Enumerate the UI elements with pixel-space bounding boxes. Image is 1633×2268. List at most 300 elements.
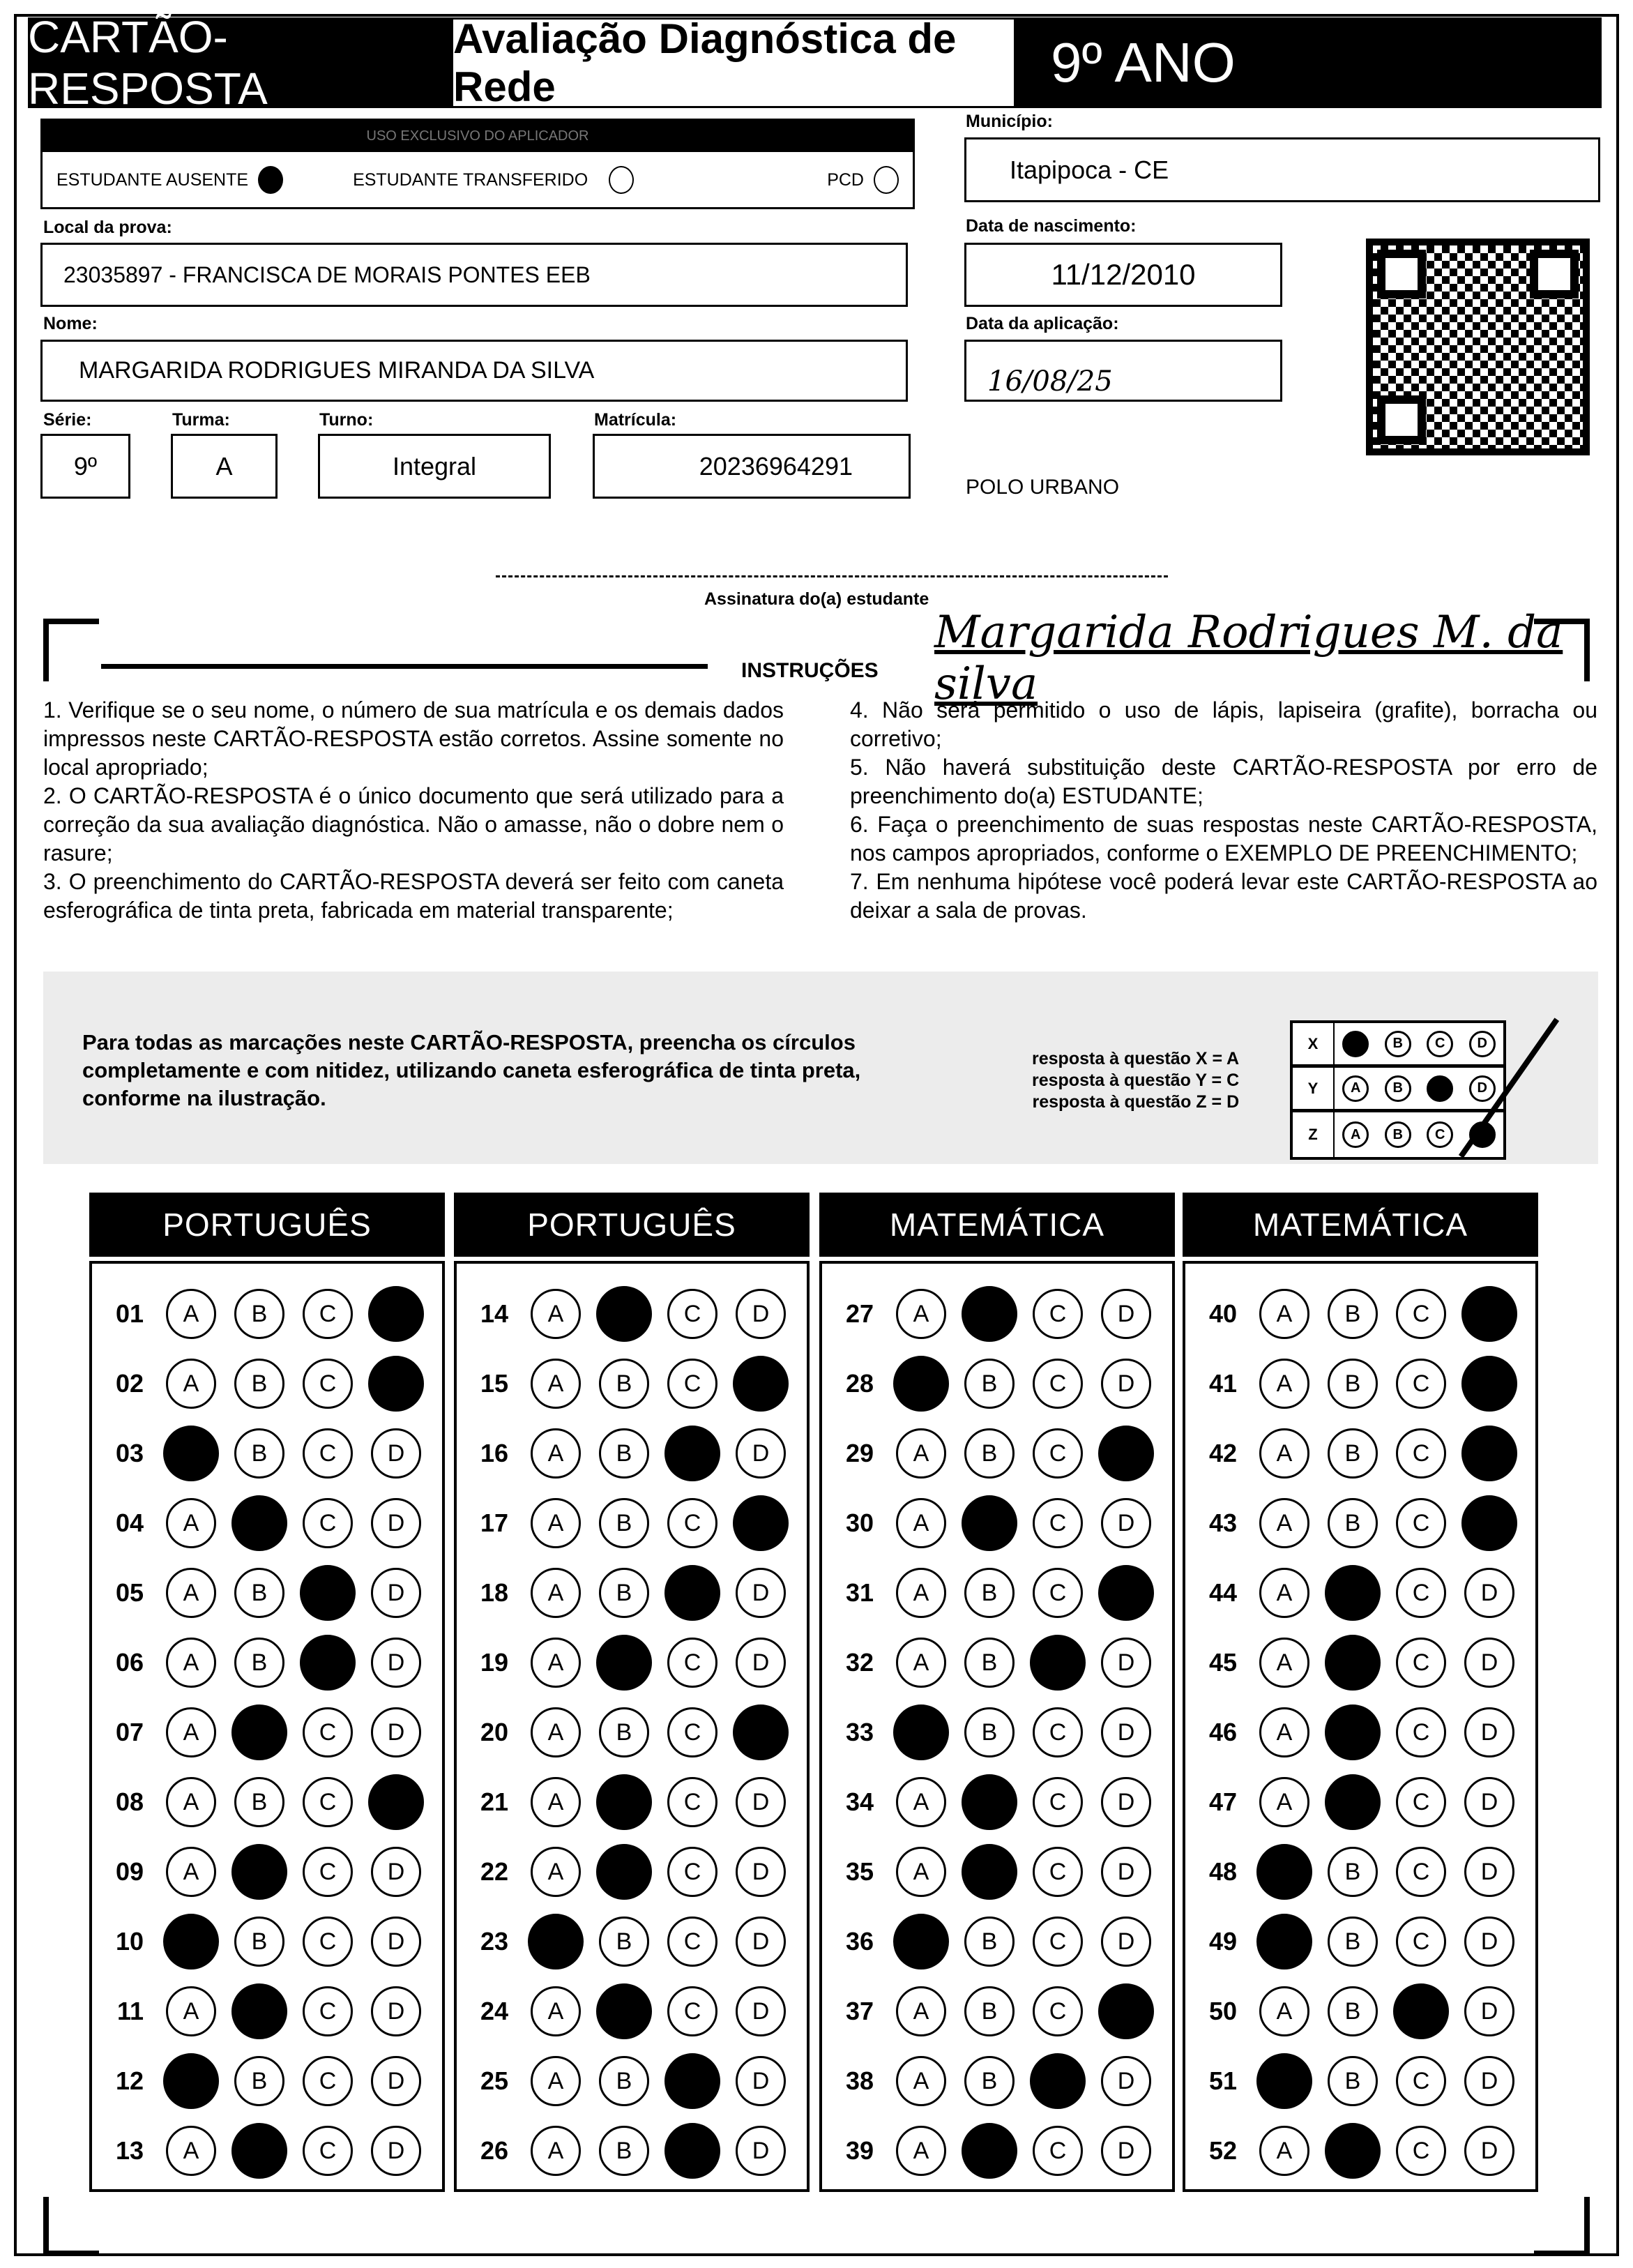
answer-bubble-d[interactable]: D	[736, 2056, 786, 2106]
answer-bubble-c[interactable]: C	[1033, 1777, 1083, 1827]
exam-title: Avaliação Diagnóstica de Rede	[451, 17, 1016, 108]
answer-bubble-a[interactable]: A	[166, 1638, 216, 1688]
answer-bubble-b[interactable]	[596, 1844, 652, 1900]
answer-bubble-a[interactable]	[528, 1914, 584, 1970]
answer-bubble-d[interactable]	[368, 1774, 424, 1830]
answer-bubble-d[interactable]	[733, 1704, 789, 1760]
answer-bubble-c[interactable]: C	[667, 1777, 717, 1827]
answer-bubble-a[interactable]: A	[896, 1568, 946, 1618]
answer-bubble-c[interactable]: C	[1033, 1428, 1083, 1479]
answer-row	[822, 1279, 1172, 1349]
answer-bubble-c[interactable]: C	[1033, 1289, 1083, 1339]
answer-bubble-d[interactable]: D	[371, 1847, 421, 1897]
answer-bubble-d[interactable]: D	[371, 2126, 421, 2176]
answer-bubble-b[interactable]: B	[964, 1568, 1015, 1618]
corner-mark	[43, 619, 99, 681]
answer-bubble-d[interactable]	[1461, 1356, 1517, 1412]
answer-bubble-a[interactable]: A	[531, 1568, 581, 1618]
answer-bubble-a[interactable]	[163, 2053, 219, 2109]
answer-row	[92, 1837, 442, 1907]
answer-bubble-d[interactable]	[1098, 1565, 1154, 1621]
instructions-left	[43, 696, 784, 925]
answer-bubble-d[interactable]: D	[1464, 1777, 1514, 1827]
answer-bubble-d[interactable]	[1461, 1286, 1517, 1342]
answer-bubble-d[interactable]: D	[1101, 1917, 1151, 1967]
question-number: 40	[1208, 1299, 1237, 1328]
answer-bubble-c[interactable]: C	[1396, 1359, 1446, 1409]
answer-bubble-a[interactable]: A	[531, 1638, 581, 1688]
answer-bubble-c[interactable]	[1030, 2053, 1086, 2109]
answer-bubble-a[interactable]: A	[896, 2126, 946, 2176]
answer-bubble-a[interactable]	[1256, 2053, 1312, 2109]
answer-bubble-a[interactable]: A	[1259, 1289, 1309, 1339]
answer-row	[1185, 1558, 1535, 1628]
answer-bubble-a[interactable]: A	[896, 2056, 946, 2106]
answer-bubble-b[interactable]: B	[234, 1638, 284, 1688]
legend-line: resposta à questão Z = D	[1032, 1092, 1240, 1112]
answer-bubble-d[interactable]: D	[736, 1289, 786, 1339]
ausente-checkbox[interactable]	[258, 166, 283, 194]
instruction-item: 5. Não haverá substituição deste CARTÃO-RESPOSTA por erro de preenchimento do(a) ESTUDANTE;	[850, 755, 1597, 808]
answer-bubble-d[interactable]	[1098, 1426, 1154, 1481]
question-number: 33	[845, 1718, 874, 1746]
answer-bubble-a[interactable]: A	[896, 1847, 946, 1897]
answer-row	[1185, 1698, 1535, 1767]
answer-bubble-d[interactable]: D	[371, 1638, 421, 1688]
answer-bubble-c[interactable]: C	[1396, 1917, 1446, 1967]
corner-mark	[1534, 2197, 1590, 2256]
answer-bubble-a[interactable]: A	[531, 1428, 581, 1479]
answer-bubble-b[interactable]	[1325, 1565, 1381, 1621]
legend-line: resposta à questão X = A	[1032, 1049, 1240, 1068]
answer-bubble-b[interactable]: B	[1328, 2056, 1378, 2106]
answer-bubble-d[interactable]: D	[1464, 1638, 1514, 1688]
answer-bubble-a[interactable]: A	[166, 1289, 216, 1339]
answer-bubble-c[interactable]	[1393, 1983, 1449, 2039]
subject-header: PORTUGUÊS	[89, 1193, 445, 1257]
answer-bubble-a[interactable]: A	[896, 1289, 946, 1339]
answer-bubble-d[interactable]	[368, 1356, 424, 1412]
answer-bubble-c[interactable]: C	[1396, 1498, 1446, 1548]
answer-bubble-b[interactable]	[231, 1844, 287, 1900]
answer-bubble-a[interactable]: A	[166, 1498, 216, 1548]
answer-bubble-a[interactable]: A	[896, 1498, 946, 1548]
answer-bubble-b[interactable]: B	[964, 1428, 1015, 1479]
example-bubble: C	[1427, 1121, 1453, 1148]
answer-bubble-b[interactable]	[962, 1844, 1017, 1900]
instruction-item: 4. Não será permitido o uso de lápis, lapiseira (grafite), borracha ou corretivo;	[850, 697, 1597, 751]
answer-bubble-b[interactable]: B	[964, 1986, 1015, 2036]
question-number: 12	[115, 2066, 144, 2095]
answer-bubble-c[interactable]: C	[667, 1917, 717, 1967]
answer-bubble-a[interactable]: A	[1259, 1707, 1309, 1757]
answer-bubble-c[interactable]: C	[303, 2056, 353, 2106]
answer-bubble-a[interactable]: A	[166, 1847, 216, 1897]
answer-bubble-c[interactable]: C	[303, 1777, 353, 1827]
answer-row	[92, 1767, 442, 1837]
answer-bubble-c[interactable]: C	[1033, 1498, 1083, 1548]
answer-bubble-c[interactable]: C	[303, 1917, 353, 1967]
answer-bubble-d[interactable]: D	[736, 1428, 786, 1479]
answer-row	[457, 1698, 807, 1767]
answer-bubble-c[interactable]: C	[667, 1638, 717, 1688]
question-number: 51	[1208, 2066, 1237, 2095]
answer-bubble-c[interactable]: C	[1033, 1917, 1083, 1967]
answer-bubble-d[interactable]: D	[736, 1917, 786, 1967]
question-number: 35	[845, 1857, 874, 1886]
answer-row	[92, 1349, 442, 1419]
question-number: 21	[480, 1787, 508, 1816]
answer-bubble-a[interactable]	[893, 1356, 949, 1412]
question-number: 02	[115, 1369, 144, 1398]
answer-bubble-d[interactable]: D	[1101, 1498, 1151, 1548]
answer-bubble-b[interactable]	[231, 1704, 287, 1760]
answer-bubble-c[interactable]: C	[667, 1498, 717, 1548]
answer-bubble-c[interactable]: C	[667, 1847, 717, 1897]
answer-row	[92, 1419, 442, 1488]
answer-bubble-a[interactable]	[163, 1914, 219, 1970]
answer-bubble-b[interactable]: B	[1328, 1917, 1378, 1967]
answer-bubble-d[interactable]	[368, 1286, 424, 1342]
question-number: 31	[845, 1578, 874, 1607]
answer-bubble-d[interactable]: D	[736, 1847, 786, 1897]
answer-bubble-d[interactable]: D	[1464, 1847, 1514, 1897]
answer-bubble-a[interactable]: A	[896, 1638, 946, 1688]
answer-bubble-b[interactable]	[596, 1983, 652, 2039]
answer-bubble-a[interactable]: A	[531, 1986, 581, 2036]
answer-bubble-a[interactable]	[163, 1426, 219, 1481]
answer-bubble-a[interactable]: A	[166, 1986, 216, 2036]
answer-bubble-b[interactable]: B	[599, 2126, 649, 2176]
answer-bubble-d[interactable]: D	[371, 1917, 421, 1967]
answer-bubble-c[interactable]: C	[667, 1289, 717, 1339]
answer-bubble-a[interactable]: A	[896, 1777, 946, 1827]
answer-bubble-b[interactable]	[962, 1774, 1017, 1830]
answer-row	[822, 1698, 1172, 1767]
transferido-checkbox[interactable]	[609, 166, 634, 194]
answer-bubble-a[interactable]: A	[1259, 1498, 1309, 1548]
answer-bubble-c[interactable]: C	[303, 1498, 353, 1548]
answer-bubble-b[interactable]: B	[1328, 1428, 1378, 1479]
answer-bubble-c[interactable]: C	[1396, 2126, 1446, 2176]
answer-bubble-d[interactable]: D	[1464, 2126, 1514, 2176]
answer-bubble-b[interactable]: B	[599, 1707, 649, 1757]
answer-bubble-c[interactable]	[664, 2053, 720, 2109]
answer-bubble-c[interactable]: C	[1396, 1638, 1446, 1688]
answer-bubble-b[interactable]: B	[1328, 1847, 1378, 1897]
answer-bubble-c[interactable]: C	[303, 1986, 353, 2036]
answer-row	[822, 2116, 1172, 2186]
answer-bubble-a[interactable]: A	[166, 1777, 216, 1827]
answer-bubble-d[interactable]: D	[371, 1428, 421, 1479]
answer-bubble-d[interactable]: D	[1101, 1359, 1151, 1409]
answer-bubble-d[interactable]: D	[1464, 1568, 1514, 1618]
question-number: 48	[1208, 1857, 1237, 1886]
answer-bubble-b[interactable]	[231, 1495, 287, 1551]
question-number: 24	[480, 1997, 508, 2025]
nascimento-label: Data de nascimento:	[966, 216, 1137, 236]
answer-bubble-d[interactable]: D	[736, 1638, 786, 1688]
answer-bubble-d[interactable]: D	[736, 1986, 786, 2036]
answer-bubble-b[interactable]	[1325, 1635, 1381, 1691]
student-signature: Margarida Rodrigues M. da silva	[934, 607, 1563, 710]
answer-bubble-c[interactable]: C	[1396, 1568, 1446, 1618]
answer-bubble-c[interactable]: C	[303, 1707, 353, 1757]
answer-row	[1185, 1279, 1535, 1349]
answer-bubble-a[interactable]: A	[166, 2126, 216, 2176]
answer-bubble-d[interactable]: D	[1101, 1777, 1151, 1827]
answer-bubble-b[interactable]: B	[1328, 1359, 1378, 1409]
answer-bubble-d[interactable]	[1461, 1426, 1517, 1481]
answer-bubble-d[interactable]: D	[1464, 1917, 1514, 1967]
answer-bubble-a[interactable]: A	[531, 2056, 581, 2106]
answer-bubble-a[interactable]	[893, 1704, 949, 1760]
answer-bubble-b[interactable]	[962, 1286, 1017, 1342]
nascimento-field: 11/12/2010	[964, 243, 1282, 307]
answer-bubble-a[interactable]: A	[531, 1289, 581, 1339]
answer-bubble-d[interactable]: D	[736, 1777, 786, 1827]
turno-label: Turno:	[319, 410, 374, 430]
answer-bubble-a[interactable]: A	[1259, 1428, 1309, 1479]
answer-bubble-d[interactable]: D	[1464, 2056, 1514, 2106]
answer-bubble-a[interactable]: A	[1259, 1568, 1309, 1618]
instructions-right	[850, 696, 1597, 925]
answer-bubble-c[interactable]: C	[1033, 1847, 1083, 1897]
question-number: 49	[1208, 1927, 1237, 1956]
serie-label: Série:	[43, 410, 92, 430]
answer-bubble-d[interactable]: D	[1101, 1289, 1151, 1339]
answer-bubble-c[interactable]: C	[303, 1289, 353, 1339]
answer-row	[457, 1419, 807, 1488]
answer-bubble-c[interactable]: C	[1396, 1777, 1446, 1827]
answer-bubble-b[interactable]: B	[599, 2056, 649, 2106]
answer-row	[822, 1976, 1172, 2046]
question-number: 19	[480, 1648, 508, 1677]
answer-bubble-d[interactable]	[1461, 1495, 1517, 1551]
answer-bubble-a[interactable]: A	[531, 1777, 581, 1827]
answer-bubble-a[interactable]: A	[166, 1359, 216, 1409]
answer-bubble-b[interactable]	[231, 2123, 287, 2179]
answer-bubble-b[interactable]: B	[964, 1359, 1015, 1409]
answer-bubble-d[interactable]: D	[371, 2056, 421, 2106]
example-question: X	[1293, 1023, 1335, 1064]
answer-bubble-c[interactable]: C	[1396, 2056, 1446, 2106]
instruction-item: 7. Em nenhuma hipótese você poderá levar este CARTÃO-RESPOSTA ao deixar a sala de provas.	[850, 869, 1597, 923]
answer-bubble-a[interactable]: A	[1259, 2126, 1309, 2176]
answer-bubble-a[interactable]: A	[1259, 1638, 1309, 1688]
card-title: CARTÃO-RESPOSTA	[28, 17, 451, 108]
answer-row	[457, 1349, 807, 1419]
answer-bubble-d[interactable]: D	[736, 2126, 786, 2176]
instructions-title: INSTRUÇÕES	[741, 659, 879, 682]
example-bubble: C	[1427, 1031, 1453, 1057]
answer-bubble-b[interactable]: B	[599, 1498, 649, 1548]
answer-bubble-d[interactable]: D	[371, 1986, 421, 2036]
answer-bubble-b[interactable]	[1325, 1704, 1381, 1760]
answer-bubble-b[interactable]	[962, 2123, 1017, 2179]
answer-bubble-b[interactable]: B	[234, 1568, 284, 1618]
answer-bubble-b[interactable]: B	[234, 1359, 284, 1409]
answer-bubble-d[interactable]: D	[1101, 2126, 1151, 2176]
answer-bubble-c[interactable]	[664, 2123, 720, 2179]
answer-bubble-c[interactable]	[1030, 1635, 1086, 1691]
answer-row	[822, 1349, 1172, 1419]
answer-bubble-b[interactable]	[596, 1635, 652, 1691]
answer-bubble-c[interactable]: C	[1033, 1568, 1083, 1618]
answer-bubble-d[interactable]: D	[371, 1498, 421, 1548]
answer-bubble-a[interactable]: A	[531, 1359, 581, 1409]
answer-bubble-a[interactable]: A	[166, 1707, 216, 1757]
answer-bubble-c[interactable]: C	[1033, 1359, 1083, 1409]
answer-bubble-b[interactable]: B	[234, 1777, 284, 1827]
answer-row	[1185, 1976, 1535, 2046]
answer-bubble-c[interactable]: C	[667, 1986, 717, 2036]
answer-bubble-c[interactable]	[300, 1635, 356, 1691]
answer-bubble-b[interactable]: B	[234, 1917, 284, 1967]
question-number: 37	[845, 1997, 874, 2025]
question-number: 07	[115, 1718, 144, 1746]
answer-bubble-b[interactable]: B	[599, 1359, 649, 1409]
aplicacao-field: 16/08/25	[964, 340, 1282, 402]
answer-bubble-d[interactable]	[733, 1356, 789, 1412]
answer-row	[92, 1628, 442, 1698]
answer-row	[92, 1907, 442, 1976]
example-bubble: D	[1469, 1075, 1496, 1102]
question-number: 10	[115, 1927, 144, 1956]
polo-label: POLO URBANO	[966, 476, 1120, 499]
question-number: 43	[1208, 1509, 1237, 1537]
question-number: 36	[845, 1927, 874, 1956]
answer-bubble-d[interactable]: D	[1101, 1638, 1151, 1688]
answer-row	[457, 1837, 807, 1907]
answer-bubble-a[interactable]: A	[896, 1428, 946, 1479]
answer-row	[1185, 1907, 1535, 1976]
answer-bubble-c[interactable]: C	[1396, 1428, 1446, 1479]
answer-bubble-d[interactable]	[1098, 1983, 1154, 2039]
answer-row	[822, 1628, 1172, 1698]
answer-bubble-b[interactable]: B	[599, 1568, 649, 1618]
answer-bubble-c[interactable]: C	[303, 1359, 353, 1409]
answer-bubble-c[interactable]	[664, 1565, 720, 1621]
answer-bubble-c[interactable]: C	[303, 1428, 353, 1479]
answer-bubble-b[interactable]: B	[964, 1917, 1015, 1967]
answer-bubble-b[interactable]	[231, 1983, 287, 2039]
turno-field: Integral	[318, 434, 551, 499]
answer-bubble-a[interactable]: A	[531, 2126, 581, 2176]
answer-bubble-c[interactable]: C	[1396, 1707, 1446, 1757]
answer-bubble-a[interactable]: A	[531, 1498, 581, 1548]
answer-bubble-b[interactable]: B	[234, 1428, 284, 1479]
example-row	[1293, 1023, 1503, 1068]
answer-bubble-b[interactable]: B	[599, 1428, 649, 1479]
answer-bubble-a[interactable]: A	[531, 1847, 581, 1897]
instruction-item: 6. Faça o preenchimento de suas respostas neste CARTÃO-RESPOSTA, nos campos apropriados, conforme o EXEMPLO DE PREENCHIMENTO;	[850, 812, 1597, 865]
question-number: 16	[480, 1439, 508, 1467]
answer-bubble-c[interactable]: C	[1033, 1986, 1083, 2036]
answer-bubble-a[interactable]: A	[1259, 1359, 1309, 1409]
answer-bubble-d[interactable]: D	[736, 1568, 786, 1618]
pcd-checkbox[interactable]	[874, 166, 899, 194]
answer-bubble-c[interactable]: C	[303, 1847, 353, 1897]
answer-row	[1185, 2046, 1535, 2116]
answer-bubble-d[interactable]: D	[371, 1568, 421, 1618]
answer-bubble-c[interactable]: C	[1396, 1289, 1446, 1339]
example-question: Z	[1293, 1112, 1335, 1157]
signature-label: Assinatura do(a) estudante	[704, 589, 929, 609]
nome-label: Nome:	[43, 314, 98, 333]
answer-bubble-a[interactable]: A	[1259, 1777, 1309, 1827]
answer-bubble-a[interactable]	[893, 1914, 949, 1970]
question-number: 23	[480, 1927, 508, 1956]
answer-bubble-b[interactable]: B	[1328, 1498, 1378, 1548]
answer-bubble-b[interactable]: B	[964, 1707, 1015, 1757]
answer-bubble-a[interactable]	[1256, 1914, 1312, 1970]
answer-bubble-b[interactable]: B	[599, 1917, 649, 1967]
answer-bubble-d[interactable]: D	[371, 1707, 421, 1757]
question-number: 09	[115, 1857, 144, 1886]
example-question: Y	[1293, 1068, 1335, 1109]
answer-bubble-b[interactable]: B	[234, 1289, 284, 1339]
question-number: 32	[845, 1648, 874, 1677]
question-number: 52	[1208, 2136, 1237, 2165]
answer-bubble-b[interactable]	[962, 1495, 1017, 1551]
answer-row	[822, 1767, 1172, 1837]
answer-bubble-c[interactable]: C	[1396, 1847, 1446, 1897]
question-number: 05	[115, 1578, 144, 1607]
answer-bubble-c[interactable]: C	[1033, 2126, 1083, 2176]
matricula-field: 20236964291	[593, 434, 911, 499]
answer-bubble-c[interactable]: C	[1033, 1707, 1083, 1757]
answer-bubble-b[interactable]: B	[964, 2056, 1015, 2106]
answer-bubble-a[interactable]: A	[166, 1568, 216, 1618]
question-number: 11	[116, 1997, 144, 2025]
question-number: 26	[480, 2136, 508, 2165]
municipio-label: Município:	[966, 112, 1053, 131]
example-bubble: B	[1385, 1075, 1411, 1102]
answer-bubble-b[interactable]: B	[964, 1638, 1015, 1688]
answer-bubble-a[interactable]: A	[531, 1707, 581, 1757]
answer-bubble-a[interactable]: A	[1259, 1986, 1309, 2036]
answer-bubble-d[interactable]	[733, 1495, 789, 1551]
answer-bubble-c[interactable]: C	[303, 2126, 353, 2176]
answer-bubble-a[interactable]: A	[896, 1986, 946, 2036]
answer-bubble-d[interactable]: D	[1101, 2056, 1151, 2106]
answer-bubble-b[interactable]	[1325, 1774, 1381, 1830]
answer-bubble-d[interactable]: D	[1464, 1707, 1514, 1757]
answer-row	[92, 1279, 442, 1349]
answer-bubble-b[interactable]: B	[234, 2056, 284, 2106]
answer-row	[822, 2046, 1172, 2116]
answer-bubble-b[interactable]	[1325, 2123, 1381, 2179]
answer-bubble-b[interactable]	[596, 1286, 652, 1342]
question-number: 22	[480, 1857, 508, 1886]
answer-bubble-c[interactable]: C	[667, 1359, 717, 1409]
answer-bubble-b[interactable]: B	[1328, 1986, 1378, 2036]
answer-bubble-c[interactable]	[664, 1426, 720, 1481]
answer-bubble-d[interactable]: D	[1101, 1707, 1151, 1757]
instruction-item: 2. O CARTÃO-RESPOSTA é o único documento que será utilizado para a correção da sua avaliação diagnóstica. Não o amasse, não o dobre nem o rasure;	[43, 783, 784, 865]
answer-bubble-b[interactable]	[596, 1774, 652, 1830]
answer-bubble-b[interactable]: B	[1328, 1289, 1378, 1339]
answer-bubble-a[interactable]	[1256, 1844, 1312, 1900]
question-number: 50	[1208, 1997, 1237, 2025]
aplicador-title: USO EXCLUSIVO DO APLICADOR	[43, 121, 913, 152]
answer-row	[457, 1279, 807, 1349]
answer-bubble-d[interactable]: D	[1464, 1986, 1514, 2036]
answer-bubble-c[interactable]	[300, 1565, 356, 1621]
answer-bubble-d[interactable]: D	[1101, 1847, 1151, 1897]
answer-bubble-c[interactable]: C	[667, 1707, 717, 1757]
